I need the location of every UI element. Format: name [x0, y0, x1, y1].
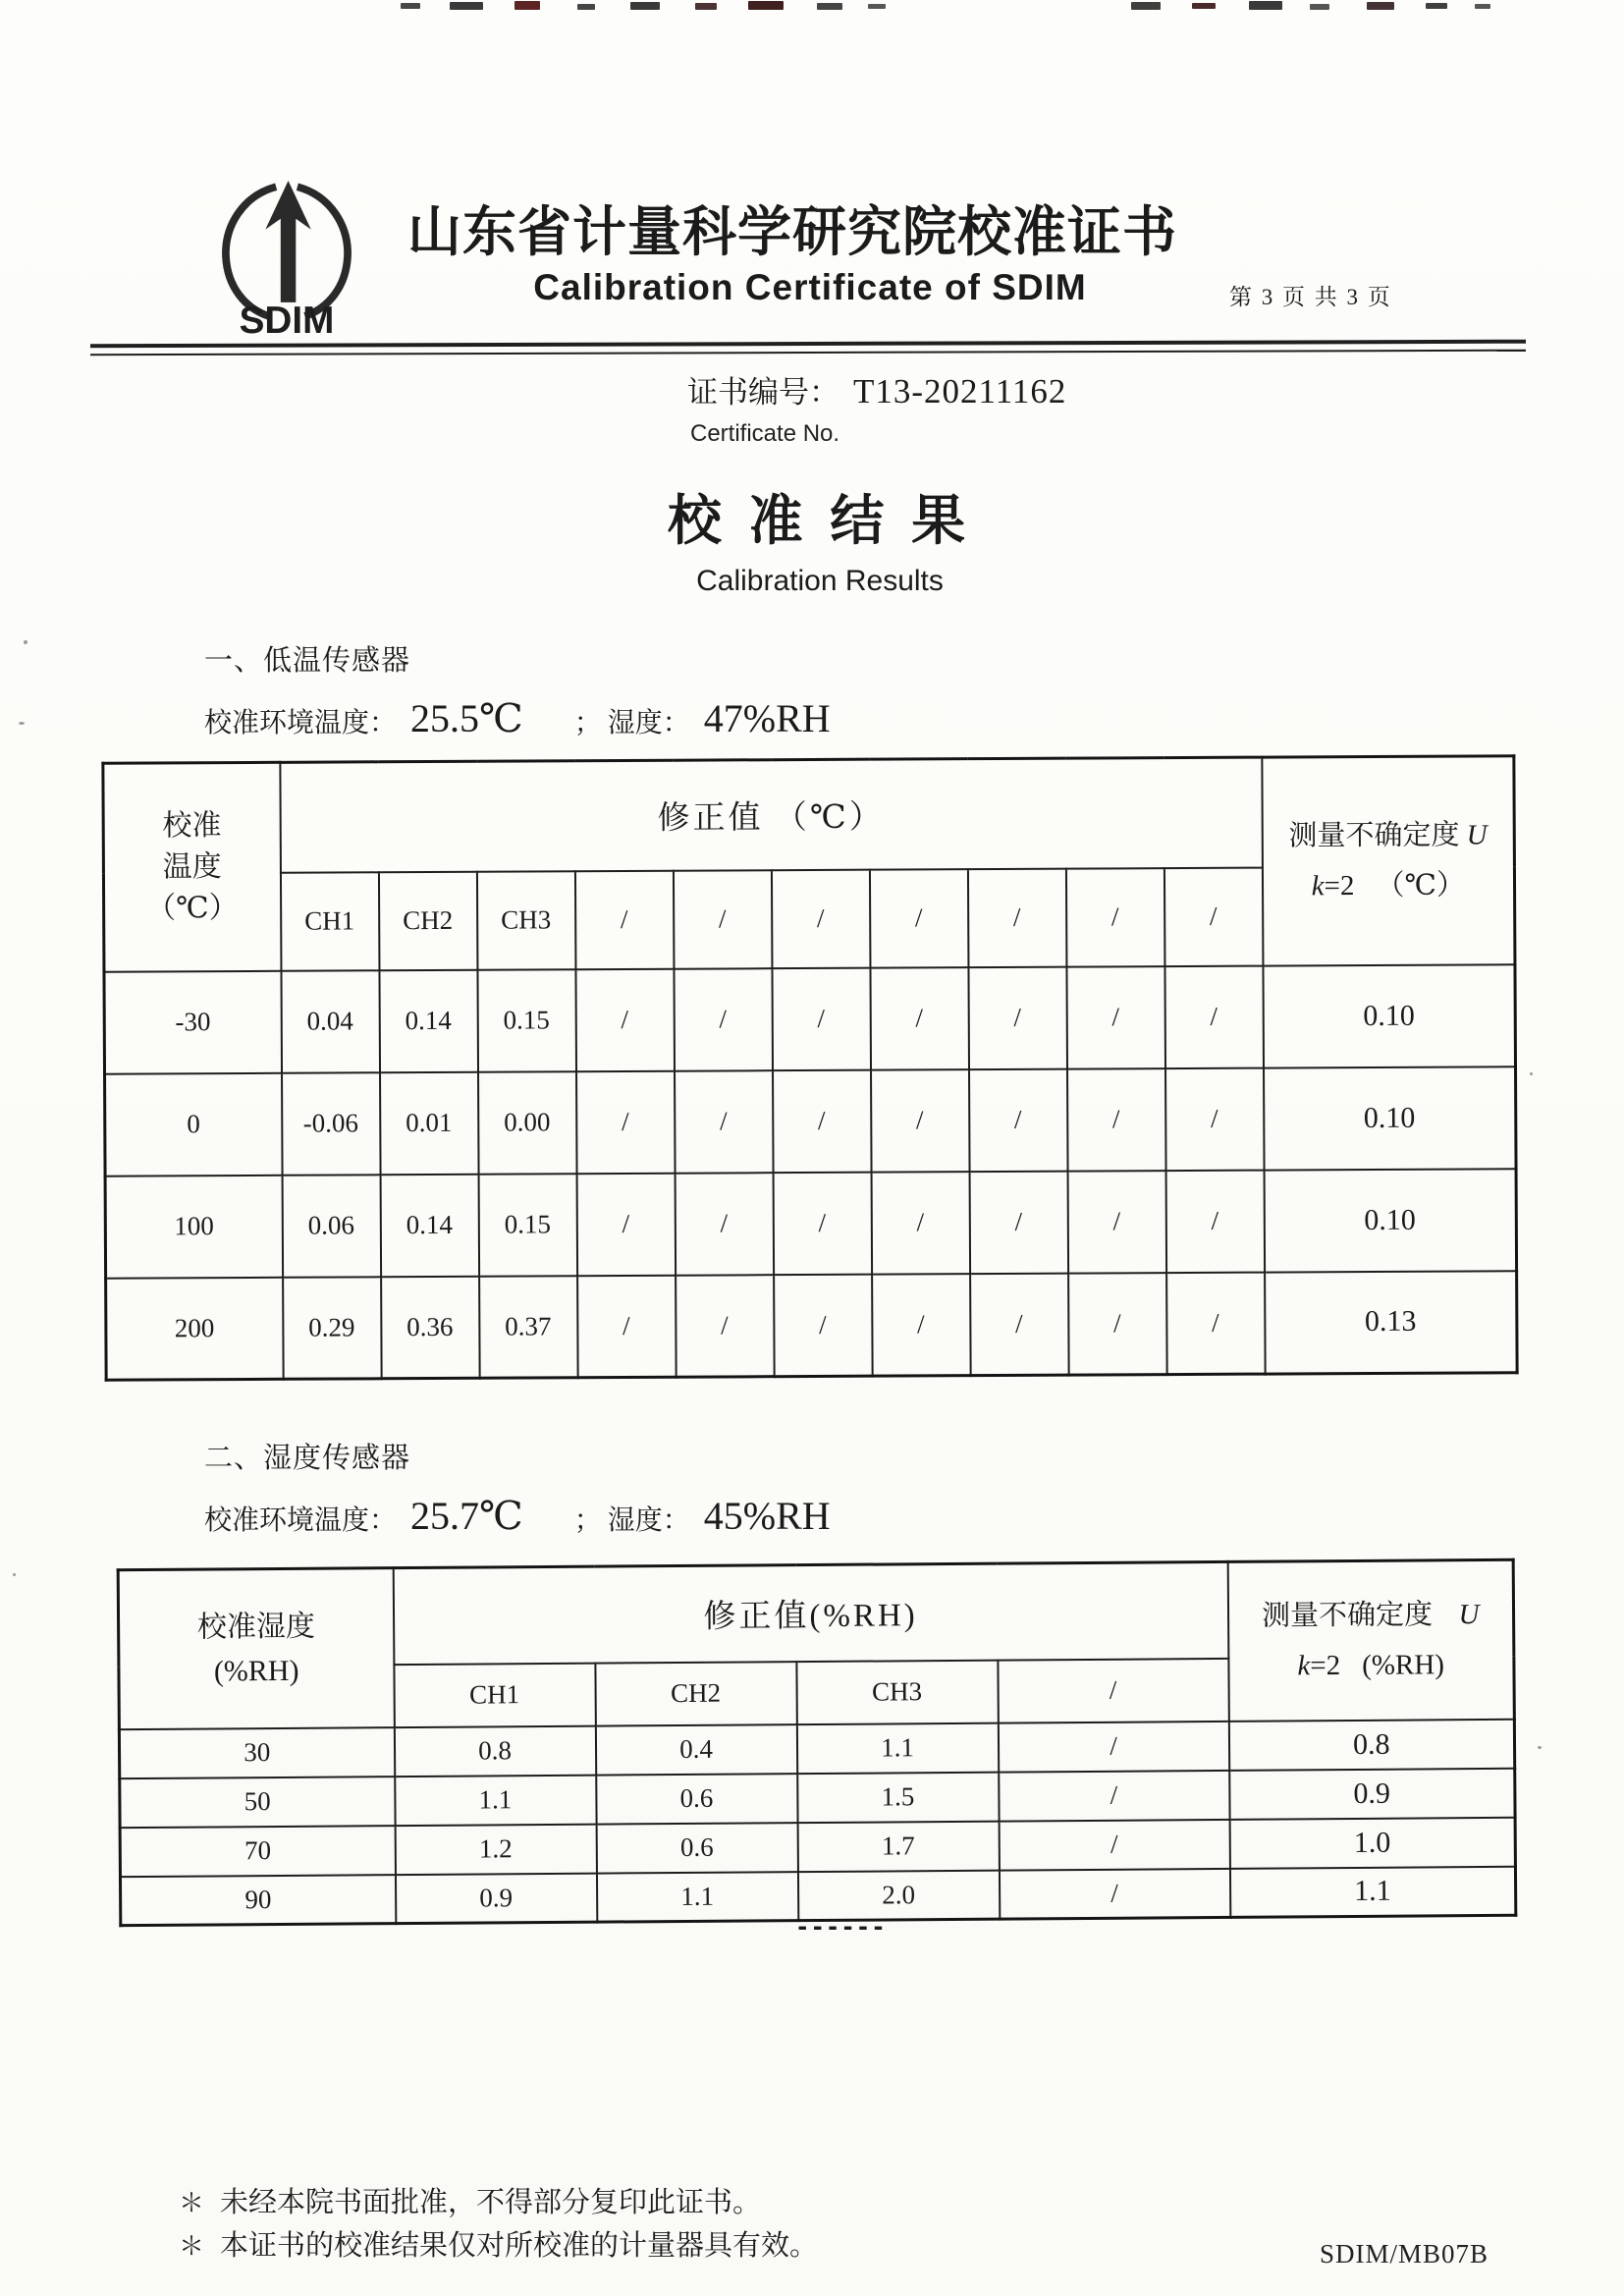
logo-left-arc	[226, 187, 276, 316]
uncertainty-value: 0.9	[1229, 1768, 1515, 1819]
table-cell: /	[1165, 1067, 1265, 1171]
scan-artifact	[1475, 4, 1490, 9]
scan-artifact	[577, 4, 595, 10]
table-cell: 0.00	[478, 1071, 577, 1175]
table-cell: 0.29	[283, 1277, 382, 1380]
section2-heading: 二、湿度传感器	[204, 1443, 411, 1474]
scan-artifact	[514, 1, 540, 10]
table-cell: /	[970, 1273, 1069, 1376]
table-cell: 0.06	[282, 1175, 381, 1278]
coverage-factor-symbol: k	[1297, 1650, 1311, 1682]
coverage-factor-symbol: k	[1311, 869, 1325, 902]
table-cell: /	[577, 1275, 677, 1378]
scan-artifact	[1367, 2, 1394, 10]
header-rule-thin	[90, 350, 1526, 356]
table-header-row	[103, 756, 1515, 874]
table-cell: 0.9	[395, 1873, 596, 1924]
table-cell: 1.1	[395, 1775, 596, 1826]
table-cell: /	[576, 1173, 676, 1276]
calibration-humidity: 50	[120, 1777, 395, 1828]
scan-artifact	[748, 1, 784, 10]
form-code: SDIM/MB07B	[1320, 2239, 1489, 2269]
page-number: 第 3 页 共 3 页	[1229, 285, 1392, 309]
calibration-humidity: 90	[120, 1875, 395, 1926]
channel-header: /	[574, 870, 674, 969]
section2-environment	[204, 1493, 831, 1539]
table-cell: /	[774, 1274, 873, 1377]
channel-header: /	[771, 869, 870, 968]
corner-line: (%RH)	[213, 1654, 299, 1688]
table-cell: 1.5	[797, 1772, 999, 1823]
table-cell: /	[871, 1069, 970, 1173]
uncertainty-header	[1227, 1559, 1514, 1721]
logo-arrow-icon	[265, 181, 310, 302]
env-separator: ；	[573, 708, 602, 738]
channel-header: /	[967, 868, 1066, 967]
env-humidity-label: 湿度：	[607, 708, 690, 738]
certificate-number-label-en: Certificate No.	[690, 420, 840, 447]
env-temp-value: 25.5℃	[410, 696, 523, 740]
table-cell: /	[1164, 965, 1264, 1068]
table-cell: /	[870, 967, 969, 1070]
uncertainty-value: 1.0	[1229, 1817, 1515, 1868]
correction-group-header: 修正值(%RH)	[393, 1561, 1228, 1664]
uncertainty-unit: (%RH)	[1362, 1649, 1445, 1681]
corner-header	[118, 1568, 394, 1729]
scan-artifact	[868, 4, 886, 9]
channel-header: CH1	[280, 872, 379, 971]
note-text: 本证书的校准结果仅对所校准的计量器具有效。	[220, 2230, 819, 2262]
uncertainty-value: 0.10	[1264, 1169, 1517, 1272]
corner-header	[103, 762, 281, 971]
uncertainty-header-line1	[1263, 810, 1513, 861]
table-cell: /	[1067, 1171, 1166, 1274]
section1-heading: 一、低温传感器	[204, 645, 411, 677]
coverage-factor-value: =2	[1324, 869, 1355, 902]
org-title-cn: 山东省计量科学研究院校准证书	[407, 202, 1178, 262]
channel-header: /	[998, 1658, 1228, 1722]
scan-artifact	[1249, 1, 1282, 10]
table-cell: 0.36	[381, 1276, 480, 1379]
uncertainty-header-line2	[1229, 1640, 1513, 1692]
scan-speck	[1530, 1072, 1533, 1075]
table-cell: 0.01	[380, 1071, 479, 1175]
table-cell: /	[576, 1070, 676, 1174]
scan-speck	[13, 1573, 16, 1576]
coverage-factor-value: =2	[1310, 1649, 1341, 1682]
channel-header: CH2	[595, 1662, 796, 1726]
table-cell: 2.0	[797, 1870, 999, 1921]
uncertainty-label: 测量不确定度	[1288, 819, 1460, 852]
table-cell: /	[675, 1070, 774, 1174]
calibration-humidity: 70	[120, 1826, 395, 1877]
org-title-en: Calibration Certificate of SDIM	[533, 267, 1087, 307]
table-cell: 1.1	[596, 1872, 797, 1923]
note-marker: ＊	[179, 2189, 205, 2217]
calibration-temp: 0	[105, 1072, 283, 1175]
table-cell: /	[773, 1069, 872, 1173]
table-header-row	[118, 1559, 1514, 1666]
uncertainty-unit: （℃）	[1376, 869, 1466, 902]
table-cell: /	[674, 968, 773, 1071]
scan-artifact	[695, 3, 717, 10]
uncertainty-header-line2	[1263, 860, 1513, 911]
table-cell: 0.14	[379, 969, 478, 1072]
table-cell: /	[676, 1275, 775, 1378]
env-humidity-value: 47%RH	[703, 696, 831, 740]
calibration-temp: -30	[104, 970, 282, 1073]
table-cell: /	[772, 967, 871, 1070]
scan-speck	[24, 640, 27, 644]
humidity-table-wrap	[117, 1558, 1515, 1927]
table-cell: /	[675, 1173, 774, 1276]
corner-line: 温度	[162, 849, 222, 884]
uncertainty-value: 1.1	[1229, 1866, 1515, 1917]
note-text: 未经本院书面批准，不得部分复印此证书。	[220, 2187, 762, 2218]
table-cell: 1.1	[796, 1722, 998, 1774]
footer-note	[179, 2180, 761, 2220]
scan-artifact	[401, 3, 420, 9]
table-row	[104, 964, 1516, 1074]
logo-right-arc	[298, 187, 348, 316]
table-cell: /	[1067, 1068, 1166, 1172]
table-cell: 0.15	[478, 1174, 577, 1277]
env-separator: ；	[573, 1505, 602, 1536]
temperature-table-wrap	[101, 754, 1515, 1382]
uncertainty-value: 0.8	[1228, 1719, 1514, 1770]
env-temp-label: 校准环境温度：	[204, 708, 398, 738]
channel-header: /	[673, 870, 772, 969]
uncertainty-value: 0.13	[1265, 1271, 1518, 1374]
end-divider-dashes: ------	[795, 1913, 887, 1941]
table-cell: /	[999, 1868, 1229, 1919]
uncertainty-symbol: U	[1466, 819, 1488, 851]
table-cell: /	[872, 1274, 971, 1377]
table-cell: /	[1166, 1272, 1266, 1375]
uncertainty-value: 0.10	[1263, 964, 1516, 1067]
sdim-logo	[218, 181, 355, 336]
table-cell: /	[1068, 1273, 1167, 1376]
table-cell: 0.04	[281, 970, 380, 1073]
table-cell: -0.06	[282, 1072, 381, 1175]
corner-line: 校准湿度	[196, 1610, 315, 1644]
table-cell: /	[969, 1068, 1068, 1172]
table-cell: 0.37	[479, 1276, 578, 1379]
env-humidity-label: 湿度：	[607, 1505, 690, 1536]
channel-header: /	[1164, 867, 1263, 966]
results-title-en: Calibration Results	[696, 565, 944, 597]
certificate-number-label: 证书编号：	[687, 375, 839, 410]
calibration-temp: 100	[105, 1175, 283, 1278]
scan-artifact	[1192, 3, 1216, 9]
channel-header: CH3	[796, 1660, 998, 1724]
table-row	[106, 1271, 1518, 1381]
corner-line: 校准	[162, 808, 222, 843]
note-marker: ＊	[179, 2232, 205, 2261]
channel-header: CH2	[378, 871, 477, 970]
channel-header: CH3	[476, 871, 575, 970]
scan-artifact	[450, 2, 483, 10]
table-cell: 0.8	[394, 1725, 595, 1777]
scan-speck	[19, 722, 25, 725]
scan-artifact	[817, 3, 842, 10]
channel-header: CH1	[394, 1663, 595, 1727]
table-cell: 1.7	[797, 1821, 999, 1872]
uncertainty-header	[1262, 756, 1515, 965]
temperature-table	[101, 754, 1518, 1382]
header-rule-thick	[90, 340, 1526, 349]
env-humidity-value: 45%RH	[703, 1494, 831, 1538]
scan-artifact	[1310, 4, 1329, 10]
table-cell: /	[773, 1172, 872, 1275]
corner-line: （℃）	[146, 891, 239, 925]
table-cell: /	[968, 966, 1067, 1069]
table-cell: /	[969, 1171, 1068, 1274]
table-cell: 0.14	[380, 1174, 479, 1277]
channel-header: /	[1065, 868, 1164, 967]
table-cell: /	[999, 1819, 1229, 1870]
correction-group-header: 修正值 （℃）	[280, 757, 1263, 872]
uncertainty-header-line1	[1228, 1590, 1512, 1642]
table-cell: 0.4	[595, 1724, 796, 1776]
certificate-number-line	[687, 367, 1066, 411]
table-cell: /	[998, 1721, 1228, 1772]
scan-artifact	[1426, 3, 1447, 9]
table-cell: 0.6	[596, 1823, 797, 1874]
scan-artifact	[1131, 2, 1161, 10]
table-cell: 0.6	[596, 1774, 797, 1825]
footer-note	[179, 2223, 818, 2264]
certificate-number-value: T13-20211162	[853, 372, 1067, 410]
humidity-table	[117, 1558, 1518, 1927]
table-cell: /	[1066, 966, 1165, 1069]
table-cell: /	[999, 1770, 1229, 1821]
logo-text: SDIM	[239, 299, 335, 336]
table-cell: /	[871, 1172, 970, 1275]
uncertainty-symbol: U	[1458, 1599, 1480, 1631]
table-cell: /	[575, 968, 675, 1071]
env-temp-value: 25.7℃	[410, 1494, 523, 1538]
channel-header: /	[869, 869, 968, 968]
results-title-cn: 校 准 结 果	[667, 491, 973, 551]
table-row	[105, 1169, 1517, 1279]
scan-speck	[1538, 1746, 1542, 1749]
section1-environment	[204, 695, 831, 741]
calibration-humidity: 30	[119, 1727, 394, 1778]
table-row	[105, 1066, 1517, 1176]
table-cell: 1.2	[395, 1824, 596, 1875]
table-cell: /	[1165, 1170, 1265, 1273]
uncertainty-value: 0.10	[1264, 1066, 1517, 1170]
uncertainty-label: 测量不确定度	[1261, 1599, 1434, 1632]
env-temp-label: 校准环境温度：	[204, 1505, 398, 1536]
table-cell: 0.15	[477, 969, 576, 1072]
scan-artifact	[630, 2, 660, 10]
calibration-temp: 200	[106, 1277, 284, 1380]
